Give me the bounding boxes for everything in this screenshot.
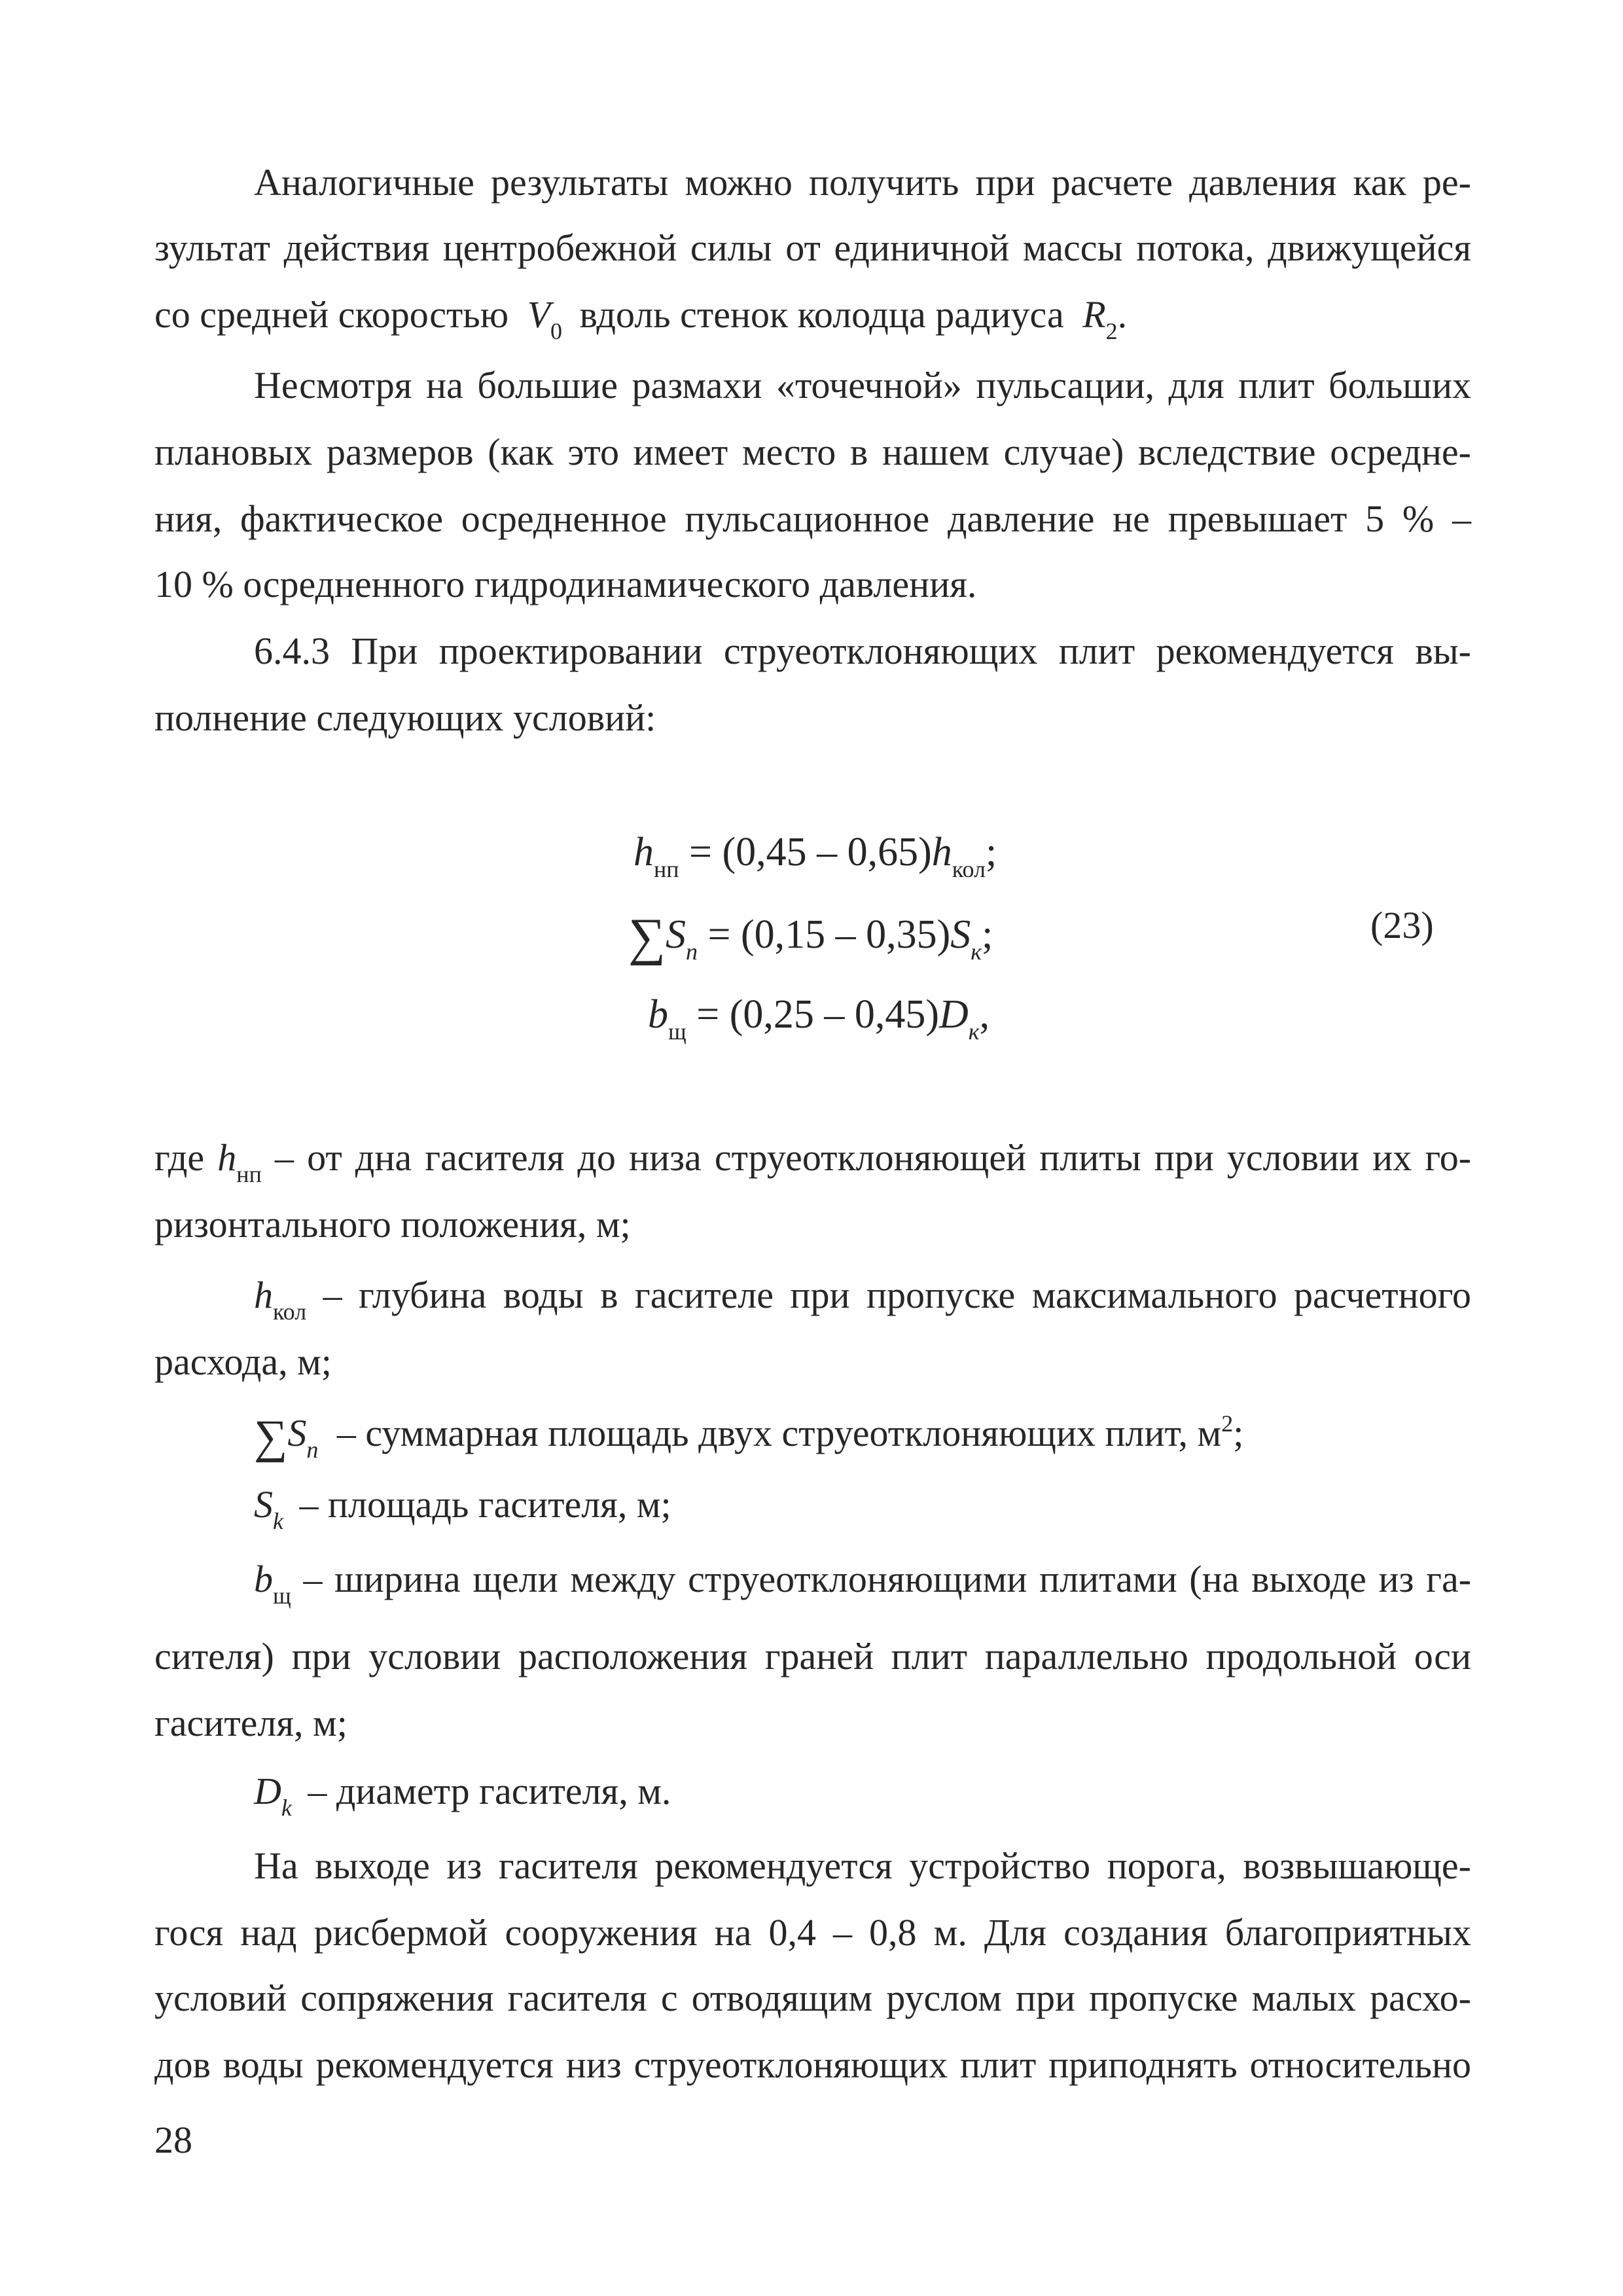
def3-sigma: ∑	[254, 1410, 288, 1463]
formula-line2	[628, 905, 993, 966]
page-number: 28	[154, 2119, 192, 2161]
para4-line3: условий сопряжения гасителя с отводящим руслом при пропуске малых расхо-	[154, 1977, 1471, 2019]
f3-mid: = (0,25 – 0,45)	[686, 992, 939, 1037]
para4-line4: дов воды рекомендуется низ струеотклоняющих плит приподнять относительно	[154, 2043, 1471, 2086]
def2-line2: расхода, м;	[154, 1340, 332, 1383]
def3-sub: n	[306, 1437, 319, 1463]
para4-line2: гося над рисбермой сооружения на 0,4 – 0,8 м. Для создания благоприятных	[154, 1911, 1471, 1954]
para2-line4: 10 % осредненного гидродинамического давления.	[154, 563, 977, 605]
velocity-subscript: 0	[550, 318, 563, 344]
def4-var: S	[254, 1483, 273, 1526]
para1-line2: зультат действия центробежной силы от единичной массы потока, движущейся	[154, 226, 1471, 269]
f2-var2: S	[950, 912, 971, 957]
para1-line1: Аналогичные результаты можно получить при расчете давления как ре-	[254, 161, 1471, 204]
radius-symbol: R	[1082, 293, 1106, 336]
para2-line2: плановых размеров (как это имеет место в нашем случае) вследствие осредне-	[154, 431, 1471, 473]
f1-var2: h	[931, 830, 952, 874]
f2-sigma: ∑	[628, 908, 666, 966]
f2-var: S	[666, 912, 687, 957]
def5-line1	[254, 1556, 1471, 1607]
f3-end: ,	[979, 992, 990, 1037]
f1-sub: нп	[654, 856, 679, 882]
def5-var: b	[254, 1558, 273, 1600]
def2-line1	[254, 1272, 1471, 1323]
para3-line2: полнение следующих условий:	[154, 696, 656, 739]
def5-line2: сителя) при условии расположения граней плит параллельно продольной оси	[154, 1635, 1471, 1677]
def2-var: h	[254, 1274, 273, 1316]
f2-sub2: к	[971, 939, 982, 965]
velocity-symbol: V	[527, 293, 551, 336]
f1-sub2: кол	[952, 856, 986, 882]
formula-line1	[633, 826, 997, 884]
para1-line3-b: вдоль стенок колодца радиуса	[579, 293, 1064, 336]
para1-line3-a: со средней скоростью	[154, 293, 509, 336]
def3-line	[254, 1407, 1471, 1461]
def1-sub: нп	[236, 1161, 262, 1187]
def3-text: – суммарная площадь двух струеотклоняющих плит, м	[336, 1412, 1222, 1454]
f3-var: b	[648, 992, 668, 1037]
para1-line3	[154, 292, 1471, 342]
def5-sub: щ	[273, 1583, 291, 1609]
def2-text: – глубина воды в гасителе при пропуске максимального расчетного	[323, 1274, 1472, 1316]
f2-mid: = (0,15 – 0,35)	[698, 912, 951, 957]
f1-end: ;	[985, 830, 997, 874]
f1-mid: = (0,45 – 0,65)	[679, 830, 932, 874]
def4-text: – площадь гасителя, м;	[299, 1483, 671, 1526]
para1-line3-end: .	[1117, 293, 1128, 336]
def3-var: S	[287, 1412, 307, 1454]
def6-var: D	[254, 1770, 281, 1812]
def2-sub: кол	[273, 1299, 307, 1325]
def4-line	[254, 1482, 1471, 1532]
def6-sub: k	[281, 1795, 292, 1821]
f3-sub2: к	[968, 1018, 980, 1045]
radius-subscript: 2	[1105, 318, 1118, 344]
def6-line	[254, 1768, 1471, 1819]
para2-line1: Несмотря на большие размахи «точечной» пульсации, для плит больших	[254, 364, 1471, 406]
para4-line1: На выходе из гасителя рекомендуется устройство порога, возвышающе-	[254, 1844, 1471, 1887]
para3-line1: 6.4.3 При проектировании струеотклоняющих плит рекомендуется вы-	[254, 630, 1471, 672]
def5-line3: гасителя, м;	[154, 1702, 348, 1744]
f2-end: ;	[982, 912, 993, 957]
def5-text: – ширина щели между струеотклоняющими плитами (на выходе из га-	[303, 1558, 1472, 1600]
def1-pre: где	[154, 1136, 205, 1179]
f2-sub: n	[686, 939, 698, 965]
def1-line1	[154, 1135, 1471, 1185]
def3-sup: 2	[1221, 1410, 1234, 1437]
f3-var2: D	[939, 992, 969, 1037]
def3-end: ;	[1233, 1412, 1244, 1454]
def1-line2: ризонтального положения, м;	[154, 1203, 631, 1246]
def1-var: h	[217, 1136, 237, 1179]
f3-sub: щ	[668, 1018, 687, 1045]
f1-var: h	[633, 830, 654, 874]
equation-number: (23)	[1370, 904, 1434, 946]
formula-line3	[648, 988, 990, 1046]
def4-sub: k	[273, 1508, 283, 1534]
def6-text: – диаметр гасителя, м.	[308, 1770, 671, 1812]
para2-line3: ния, фактическое осредненное пульсационное давление не превышает 5 % –	[154, 497, 1471, 540]
def1-text: – от дна гасителя до низа струеотклоняющей плиты при условии их го-	[274, 1136, 1472, 1179]
